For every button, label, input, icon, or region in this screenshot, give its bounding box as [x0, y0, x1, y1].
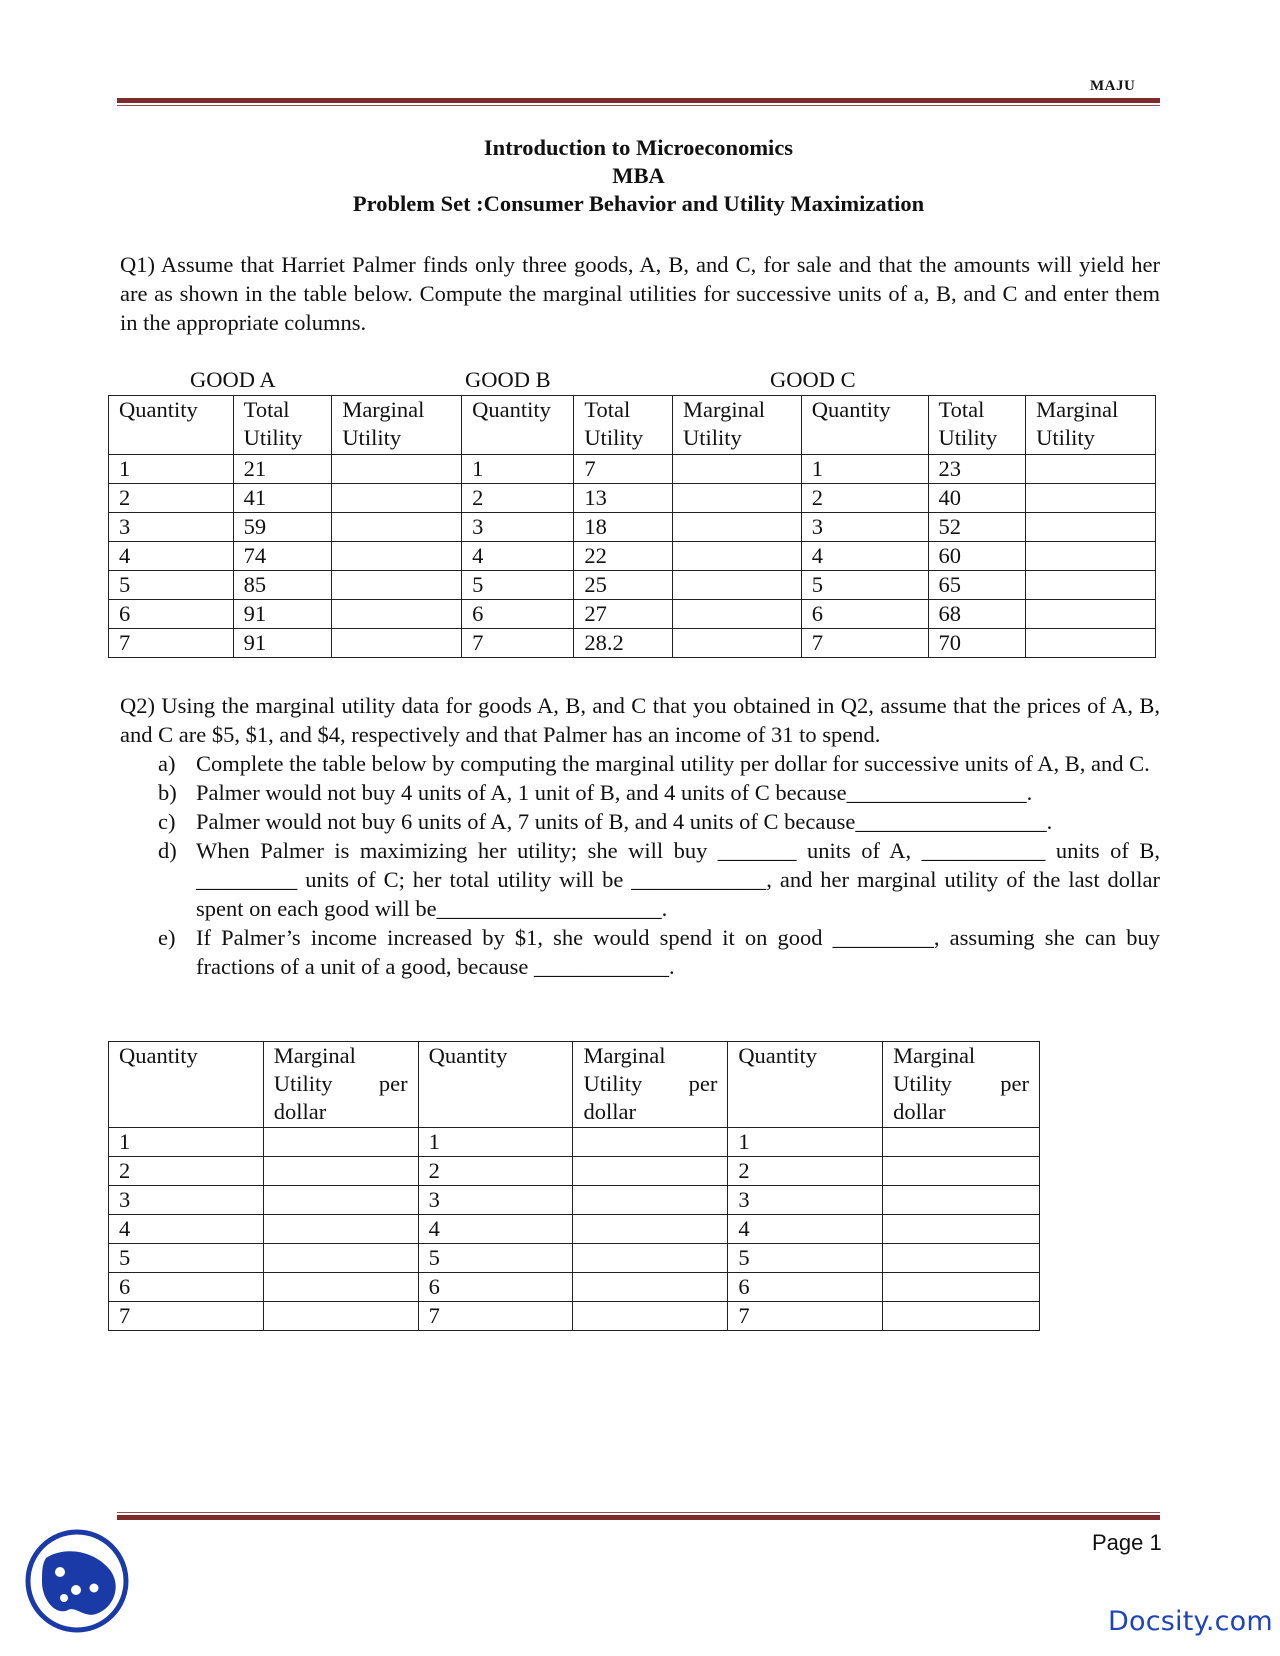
- table-cell: 5: [728, 1244, 883, 1273]
- header-quantity: Quantity: [109, 396, 234, 455]
- table-cell: 7: [462, 629, 574, 658]
- table-cell: 3: [462, 513, 574, 542]
- table-cell: 6: [462, 600, 574, 629]
- header-mu-per-dollar: [573, 1042, 728, 1128]
- q1-text: Q1) Assume that Harriet Palmer finds only three goods, A, B, and C, for sale and that the amounts will yield her are as shown in the table below. Compute the marginal utilities for successive units of a, B, and C and enter them in the appropriate columns.: [120, 252, 1160, 335]
- table-cell: 5: [418, 1244, 573, 1273]
- table-cell: 2: [801, 484, 928, 513]
- table-cell: 3: [109, 513, 234, 542]
- table-cell: [1026, 513, 1156, 542]
- header-mu-word: Utility: [273, 1071, 333, 1096]
- header-mu-word: per: [378, 1071, 408, 1096]
- table-cell: 7: [574, 455, 673, 484]
- table-cell: 1: [462, 455, 574, 484]
- table-cell: [573, 1273, 728, 1302]
- table-cell: 1: [109, 1128, 264, 1157]
- table-cell: [332, 571, 462, 600]
- header-mu-word: Utility: [583, 1071, 643, 1096]
- utility-table: [108, 395, 1156, 658]
- table-cell: [263, 1273, 418, 1302]
- table-cell: 25: [574, 571, 673, 600]
- header-total-utility: Total Utility: [928, 396, 1026, 455]
- page-number: Page 1: [1092, 1530, 1162, 1555]
- q2-item-e: [120, 923, 1160, 981]
- good-c-label: GOOD C: [770, 367, 856, 392]
- table-cell: 5: [109, 1244, 264, 1273]
- header-total-utility: Total Utility: [574, 396, 673, 455]
- table-cell: 4: [109, 542, 234, 571]
- table-cell: 4: [462, 542, 574, 571]
- header-mu-word: Utility: [893, 1071, 952, 1096]
- table-cell: [883, 1157, 1040, 1186]
- footer-rule: [117, 1512, 1160, 1520]
- table-cell: 7: [801, 629, 928, 658]
- header-quantity: Quantity: [801, 396, 928, 455]
- table-cell: [883, 1128, 1040, 1157]
- table-cell: 3: [801, 513, 928, 542]
- header-quantity: Quantity: [462, 396, 574, 455]
- table-cell: 7: [109, 629, 234, 658]
- table-cell: 22: [574, 542, 673, 571]
- header-mu-per-dollar: [263, 1042, 418, 1128]
- header-mu-line: Marginal: [273, 1043, 356, 1068]
- table-cell: [672, 513, 801, 542]
- title-problem-set: Problem Set :Consumer Behavior and Utility Maximization: [352, 191, 925, 216]
- table-cell: 2: [109, 484, 234, 513]
- table-cell: 1: [801, 455, 928, 484]
- table-cell: 5: [801, 571, 928, 600]
- table-cell: [332, 455, 462, 484]
- q2-item-b: [120, 778, 1160, 807]
- table-cell: 4: [728, 1215, 883, 1244]
- header-marginal-utility: Marginal Utility: [1026, 396, 1156, 455]
- table-cell: 2: [418, 1157, 573, 1186]
- table-row: [109, 629, 1156, 658]
- table-cell: [1026, 484, 1156, 513]
- header-mu-word: per: [1000, 1071, 1029, 1096]
- table-cell: [883, 1273, 1040, 1302]
- table-cell: [672, 484, 801, 513]
- table-cell: [573, 1302, 728, 1331]
- table-cell: 5: [462, 571, 574, 600]
- table-cell: 85: [233, 571, 332, 600]
- table-cell: [332, 600, 462, 629]
- utility-table-header: [109, 396, 1156, 455]
- q2-item-c: [120, 807, 1160, 836]
- table-cell: 1: [728, 1128, 883, 1157]
- table-cell: [672, 542, 801, 571]
- table-row: [109, 1244, 1040, 1273]
- table-cell: [332, 542, 462, 571]
- q2-section: [120, 691, 1160, 981]
- header-label: MAJU: [1090, 78, 1136, 94]
- q2-item-text: If Palmer’s income increased by $1, she would spend it on good _________, assuming she can buy fractions of a unit of a good, because ____________.: [196, 925, 1160, 979]
- table-cell: [573, 1244, 728, 1273]
- q2-intro: Q2) Using the marginal utility data for goods A, B, and C that you obtained in Q2, assume that the prices of A, B, and C are $5, $1, and $4, respectively and that Palmer has an income of 31 to spend.: [120, 693, 1160, 747]
- table-cell: [332, 513, 462, 542]
- table-cell: 3: [109, 1186, 264, 1215]
- title-program: MBA: [612, 163, 665, 188]
- mu-per-dollar-header: [109, 1042, 1040, 1128]
- table-cell: [263, 1186, 418, 1215]
- q2-item-mark: e): [158, 925, 176, 950]
- table-row: [109, 484, 1156, 513]
- header-quantity: Quantity: [418, 1042, 573, 1128]
- table-cell: [332, 484, 462, 513]
- header-mu-word: per: [688, 1071, 718, 1096]
- table-row: [109, 600, 1156, 629]
- table-cell: [672, 455, 801, 484]
- table-row: [109, 1186, 1040, 1215]
- q2-item-a: [120, 749, 1160, 778]
- table-row: [109, 513, 1156, 542]
- table-cell: 5: [109, 571, 234, 600]
- table-cell: 1: [109, 455, 234, 484]
- table-cell: [1026, 455, 1156, 484]
- table-row: [109, 1128, 1040, 1157]
- table-cell: [672, 600, 801, 629]
- table-cell: [263, 1302, 418, 1331]
- header-mu-line: Marginal: [893, 1043, 976, 1068]
- table-cell: 6: [109, 1273, 264, 1302]
- table-cell: [1026, 571, 1156, 600]
- table-cell: 59: [233, 513, 332, 542]
- header-marginal-utility: Marginal Utility: [332, 396, 462, 455]
- good-b-label: GOOD B: [465, 367, 551, 392]
- table-cell: 70: [928, 629, 1026, 658]
- table-cell: 2: [109, 1157, 264, 1186]
- table-cell: 74: [233, 542, 332, 571]
- table-row: [109, 571, 1156, 600]
- brand-link[interactable]: Docsity.com: [1108, 1606, 1273, 1637]
- document-title: [117, 134, 1160, 218]
- header-total-utility: Total Utility: [233, 396, 332, 455]
- table-cell: 40: [928, 484, 1026, 513]
- table-cell: 7: [109, 1302, 264, 1331]
- header-mu-line: dollar: [273, 1099, 327, 1124]
- table-cell: [883, 1186, 1040, 1215]
- table-cell: 6: [801, 600, 928, 629]
- table-row: [109, 455, 1156, 484]
- header-mu-line: dollar: [583, 1099, 636, 1124]
- q2-item-mark: c): [158, 809, 176, 834]
- table-cell: [1026, 629, 1156, 658]
- table-cell: 4: [801, 542, 928, 571]
- table-cell: 13: [574, 484, 673, 513]
- table-row: [109, 1215, 1040, 1244]
- table-cell: [573, 1215, 728, 1244]
- header-quantity: Quantity: [728, 1042, 883, 1128]
- table-cell: 1: [418, 1128, 573, 1157]
- header-marginal-utility: Marginal Utility: [672, 396, 801, 455]
- table-cell: 18: [574, 513, 673, 542]
- q2-item-mark: a): [158, 751, 176, 776]
- table-cell: [263, 1157, 418, 1186]
- good-a-label: GOOD A: [190, 367, 276, 392]
- table-cell: [263, 1215, 418, 1244]
- table-cell: 52: [928, 513, 1026, 542]
- table-cell: [263, 1128, 418, 1157]
- table-cell: 28.2: [574, 629, 673, 658]
- table-cell: 91: [233, 600, 332, 629]
- table-cell: 3: [418, 1186, 573, 1215]
- table-row: [109, 1302, 1040, 1331]
- title-course: Introduction to Microeconomics: [483, 135, 794, 160]
- table-cell: 2: [728, 1157, 883, 1186]
- table-cell: 23: [928, 455, 1026, 484]
- header-quantity: Quantity: [109, 1042, 264, 1128]
- header-mu-per-dollar: [883, 1042, 1040, 1128]
- q2-item-text: Palmer would not buy 6 units of A, 7 units of B, and 4 units of C because_________________.: [196, 809, 1053, 834]
- q2-item-text: Complete the table below by computing the marginal utility per dollar for successive units of A, B, and C.: [196, 751, 1150, 776]
- header-mu-line: Marginal: [583, 1043, 666, 1068]
- table-cell: 4: [109, 1215, 264, 1244]
- table-cell: 41: [233, 484, 332, 513]
- table-row: [109, 1157, 1040, 1186]
- table-cell: [1026, 542, 1156, 571]
- table-cell: [883, 1215, 1040, 1244]
- table-cell: [332, 629, 462, 658]
- table-cell: [883, 1244, 1040, 1273]
- table-cell: 7: [418, 1302, 573, 1331]
- q2-item-mark: d): [158, 838, 177, 863]
- table-cell: [672, 629, 801, 658]
- header-rule: [117, 98, 1160, 106]
- table-cell: 68: [928, 600, 1026, 629]
- q2-item-d: [120, 836, 1160, 923]
- table-cell: [672, 571, 801, 600]
- table-cell: [883, 1302, 1040, 1331]
- docsity-logo-icon[interactable]: [24, 1528, 130, 1634]
- table-row: [109, 1273, 1040, 1302]
- table-cell: 60: [928, 542, 1026, 571]
- table-cell: [573, 1128, 728, 1157]
- table-cell: 21: [233, 455, 332, 484]
- table-cell: 6: [109, 600, 234, 629]
- q2-item-text: When Palmer is maximizing her utility; she will buy _______ units of A, ___________ units of B, _________ units of C; her total utility will be ____________, and her marginal utility of the last dollar spent on each good will be____________________.: [196, 838, 1160, 921]
- mu-per-dollar-table: [108, 1041, 1040, 1331]
- table-cell: 6: [418, 1273, 573, 1302]
- table-cell: 91: [233, 629, 332, 658]
- header-mu-line: dollar: [893, 1099, 946, 1124]
- table-cell: 6: [728, 1273, 883, 1302]
- table-cell: [573, 1157, 728, 1186]
- table-cell: 2: [462, 484, 574, 513]
- table-cell: 7: [728, 1302, 883, 1331]
- table-cell: [263, 1244, 418, 1273]
- table-cell: 3: [728, 1186, 883, 1215]
- table-cell: 65: [928, 571, 1026, 600]
- q2-item-text: Palmer would not buy 4 units of A, 1 unit of B, and 4 units of C because________________.: [196, 780, 1033, 805]
- table-cell: 4: [418, 1215, 573, 1244]
- q2-item-mark: b): [158, 780, 177, 805]
- table-cell: 27: [574, 600, 673, 629]
- table-row: [109, 542, 1156, 571]
- table-cell: [573, 1186, 728, 1215]
- table-cell: [1026, 600, 1156, 629]
